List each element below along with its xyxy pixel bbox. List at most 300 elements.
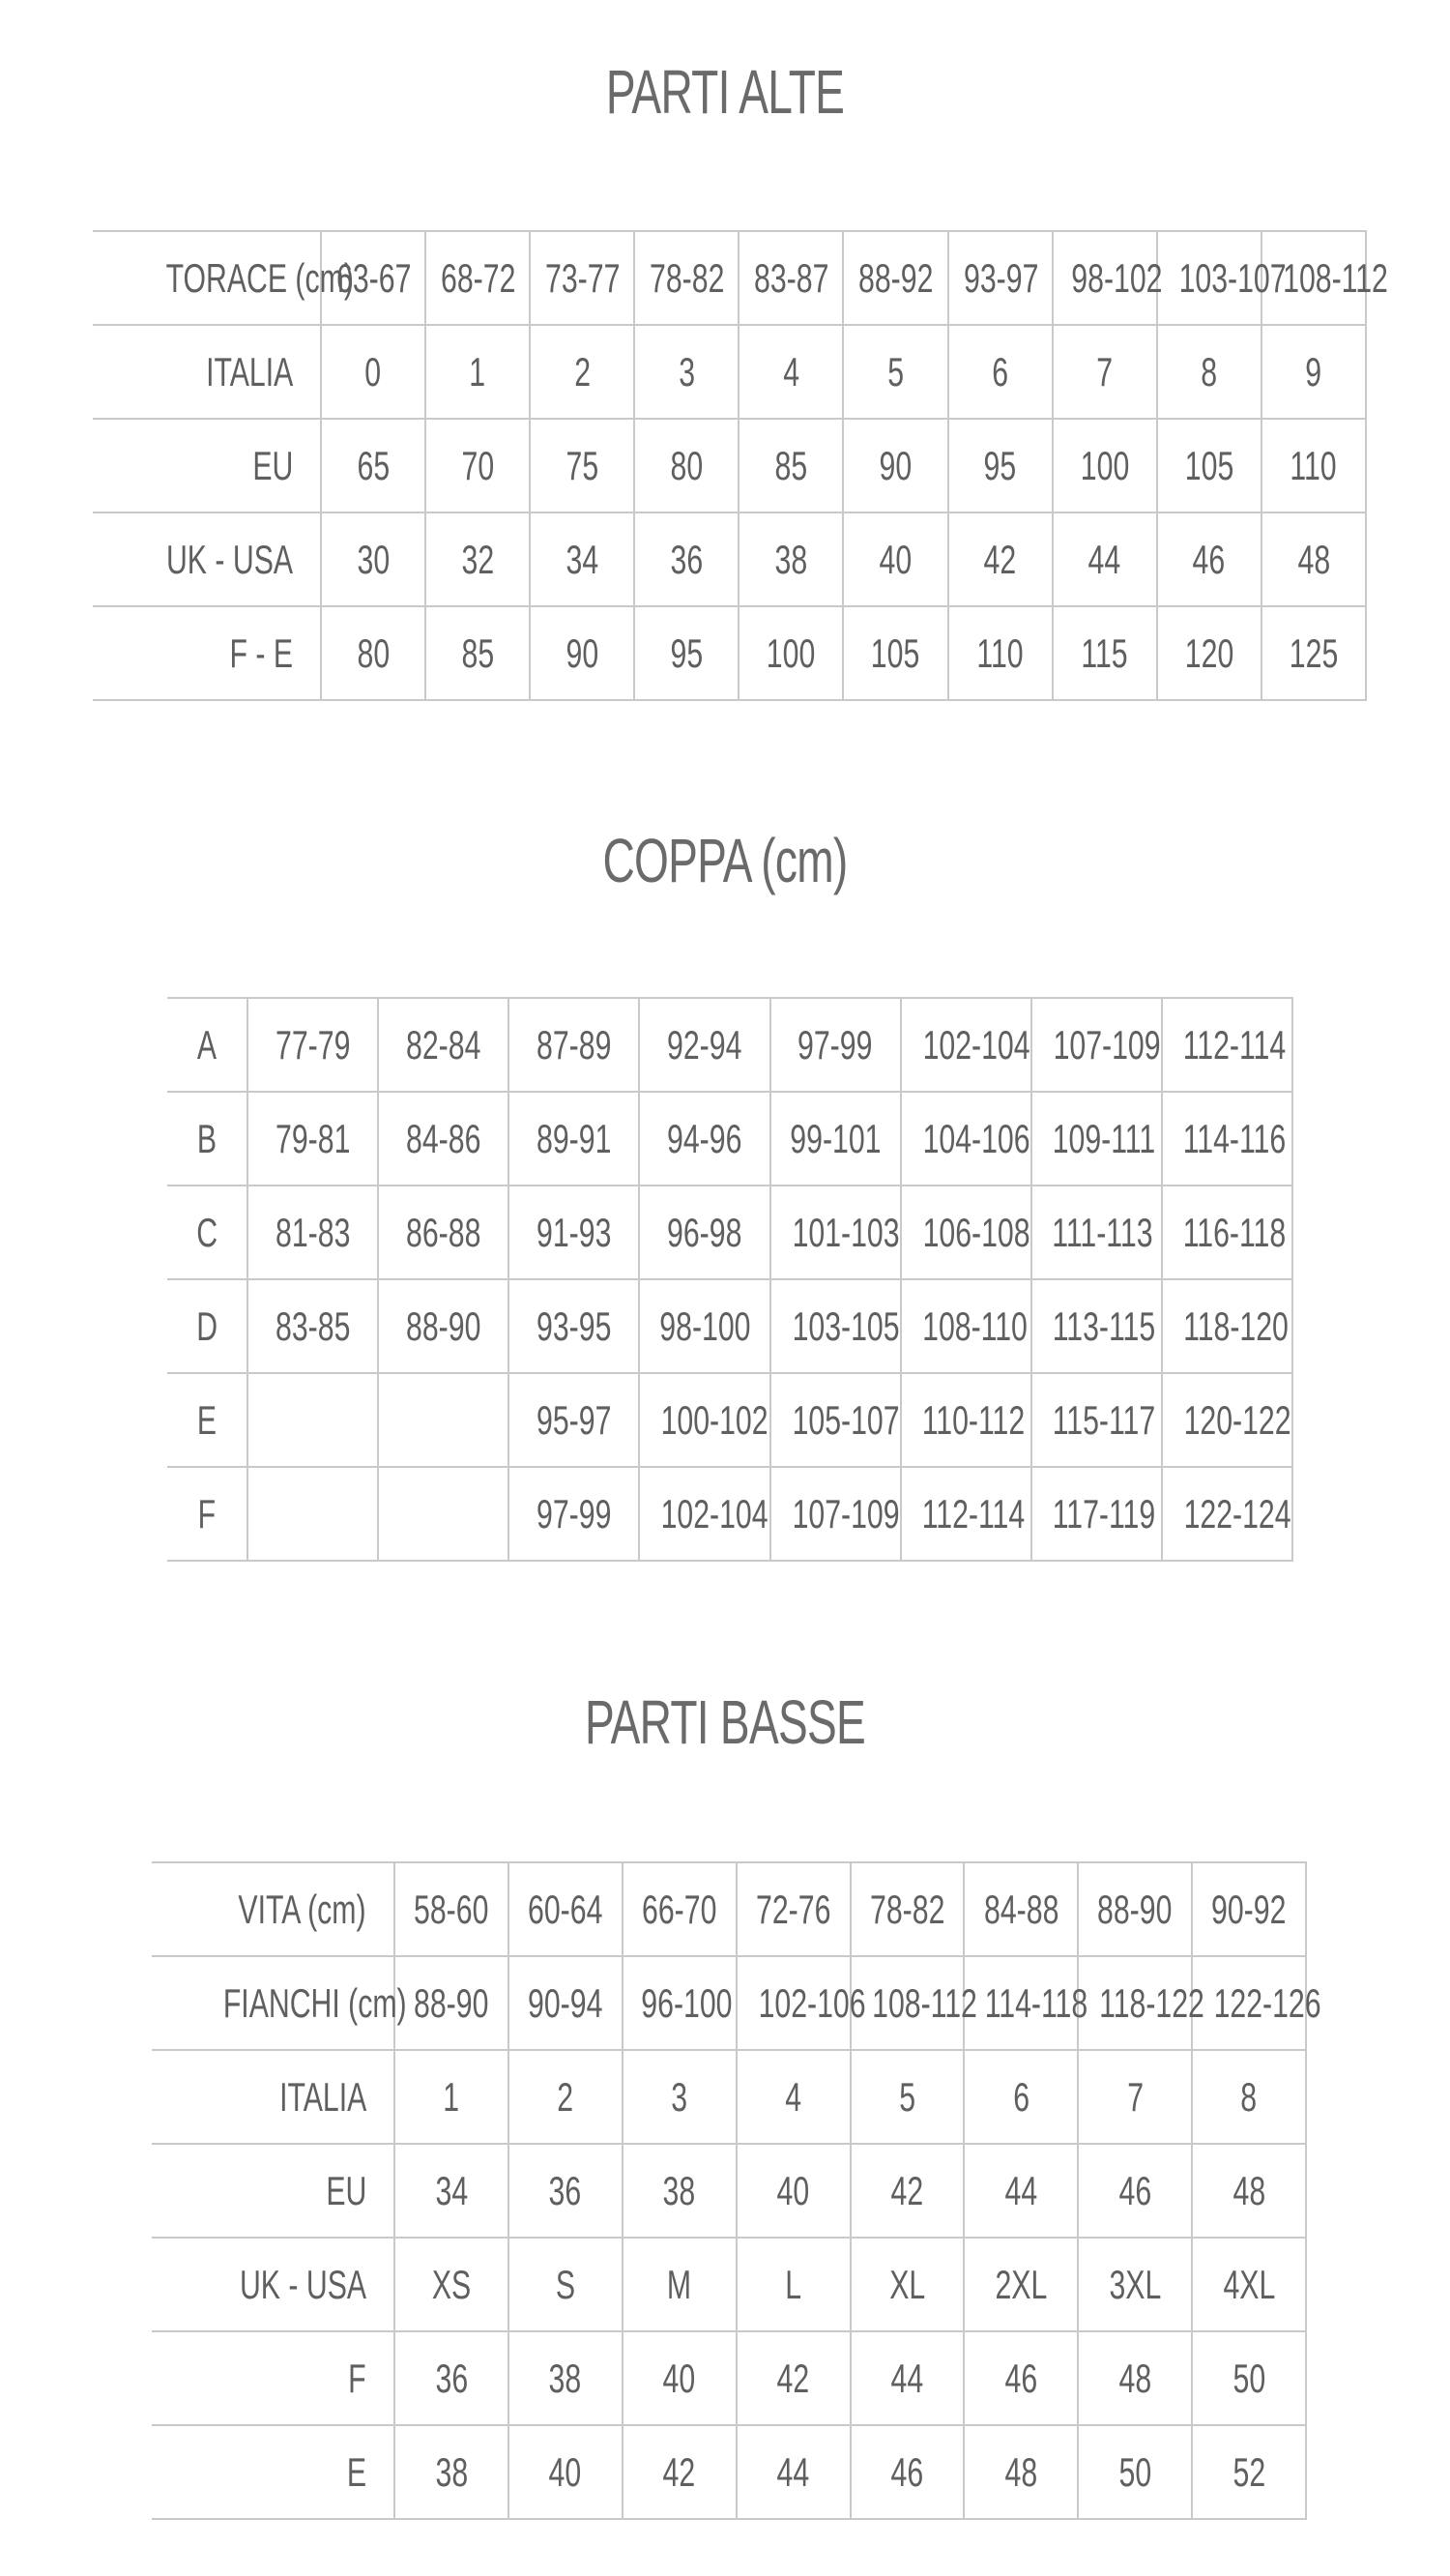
row-header [152, 1862, 394, 1956]
cell-value: 65 [357, 442, 390, 488]
table-cell [394, 2144, 508, 2238]
table-cell [508, 1467, 639, 1561]
table-cell [851, 1956, 977, 2050]
table-cell [843, 512, 947, 606]
table-cell [394, 2425, 508, 2519]
row-header [152, 1956, 407, 2050]
table-cell [394, 1956, 508, 2050]
table-cell [948, 325, 1053, 419]
table-cell [321, 231, 425, 325]
table-cell [247, 1467, 378, 1561]
cell-value: 118-122 [1099, 1979, 1205, 2026]
cell-value: 100-102 [660, 1396, 768, 1443]
table-cell [634, 512, 739, 606]
table-cell [770, 1373, 901, 1467]
table-row [152, 2238, 1306, 2331]
cell-value: 7 [1126, 2073, 1144, 2120]
table-cell [901, 998, 1031, 1092]
cell-value: 30 [357, 536, 390, 582]
table-row [152, 2425, 1306, 2519]
cell-value: 108-110 [921, 1303, 1028, 1349]
table-cell [378, 1373, 508, 1467]
table-cell [1162, 1279, 1292, 1373]
row-header-label: ITALIA [205, 348, 293, 395]
table-cell [1192, 1862, 1306, 1956]
table-cell [1157, 606, 1262, 700]
table-cell [1157, 231, 1287, 325]
row-header [93, 606, 321, 700]
cell-value: 38 [435, 2448, 468, 2495]
table-row [93, 231, 1366, 325]
table-cell [639, 1373, 769, 1467]
table-cell [964, 1956, 1088, 2050]
table-cell [770, 1186, 901, 1279]
table-cell [901, 1092, 1031, 1186]
table-cell [1162, 1092, 1292, 1186]
cell-value: 88-90 [414, 1979, 489, 2026]
table-cell [378, 1279, 508, 1373]
row-header-label: A [196, 1021, 218, 1068]
table-cell [737, 2050, 851, 2144]
table-cell [394, 2331, 508, 2425]
cell-value: 5 [899, 2073, 915, 2120]
cell-value: 112-114 [921, 1490, 1025, 1537]
table-row [152, 1862, 1306, 1956]
cell-value: 6 [1012, 2073, 1030, 2120]
table-cell [948, 606, 1053, 700]
cell-value: 72-76 [755, 1886, 831, 1932]
row-header [152, 2238, 394, 2331]
row-header-label: F [197, 1490, 217, 1537]
cell-value: 117-119 [1052, 1490, 1155, 1537]
cell-value: 111-113 [1052, 1209, 1153, 1255]
table-cell [851, 2050, 965, 2144]
cell-value: 78-82 [869, 1886, 945, 1932]
cell-value: 81-83 [275, 1209, 351, 1255]
cell-value: 44 [1088, 536, 1121, 582]
cell-value: 66-70 [642, 1886, 717, 1932]
cell-value: 102-104 [660, 1490, 768, 1537]
table-cell [530, 606, 634, 700]
table-cell [247, 1373, 378, 1467]
table-row [93, 606, 1366, 700]
cell-value: 75 [566, 442, 599, 488]
table-row [152, 2144, 1306, 2238]
cell-value: 1 [469, 348, 486, 395]
cell-value: 84-88 [983, 1886, 1058, 1932]
table-cell [321, 606, 425, 700]
cell-value: 46 [1118, 2167, 1152, 2213]
table-cell [508, 2144, 623, 2238]
table-cell [1078, 2050, 1192, 2144]
table-cell [634, 325, 739, 419]
cell-value: 40 [662, 2355, 696, 2401]
cell-value: 32 [461, 536, 494, 582]
table-row [167, 1467, 1292, 1561]
table-row [152, 1956, 1306, 2050]
cell-value: 90 [566, 629, 599, 676]
table-cell [901, 1373, 1031, 1467]
table-cell [508, 1186, 639, 1279]
cell-value: 70 [461, 442, 494, 488]
table-row [93, 325, 1366, 419]
parti-basse-title: PARTI BASSE [584, 1687, 866, 1757]
table-cell [851, 2425, 965, 2519]
cell-value: 97-99 [798, 1021, 873, 1068]
table-cell [508, 1373, 639, 1467]
cell-value: 103-107 [1178, 254, 1287, 301]
table-cell [770, 1279, 901, 1373]
cell-value: L [785, 2261, 801, 2307]
cell-value: M [667, 2261, 692, 2307]
cell-value: 83-85 [275, 1303, 351, 1349]
table-cell [737, 1956, 866, 2050]
table-cell [425, 512, 530, 606]
cell-value: S [555, 2261, 575, 2307]
row-header [152, 2425, 394, 2519]
row-header [93, 419, 321, 512]
table-cell [851, 2238, 965, 2331]
table-cell [623, 2144, 737, 2238]
cell-value: 44 [1004, 2167, 1038, 2213]
table-cell [530, 419, 634, 512]
cell-value: 90 [879, 442, 913, 488]
cell-value: 4 [783, 348, 799, 395]
table-cell [508, 1279, 639, 1373]
cell-value: 116-118 [1182, 1209, 1287, 1255]
table-cell [378, 1186, 508, 1279]
table-cell [1031, 1373, 1162, 1467]
table-cell [639, 1279, 769, 1373]
row-header [93, 325, 321, 419]
cell-value: 95 [670, 629, 704, 676]
table-cell [378, 1092, 508, 1186]
table-cell [964, 2331, 1078, 2425]
cell-value: 99-101 [789, 1115, 882, 1161]
cell-value: 48 [1297, 536, 1330, 582]
cell-value: 114-116 [1182, 1115, 1287, 1161]
row-header [167, 998, 247, 1092]
cell-value: 68-72 [441, 254, 516, 301]
cell-value: 103-105 [792, 1303, 900, 1349]
table-cell [1031, 1467, 1162, 1561]
table-cell [321, 419, 425, 512]
cell-value: 63-67 [336, 254, 412, 301]
cell-value: 83-87 [754, 254, 829, 301]
table-cell [508, 2238, 623, 2331]
cell-value: 36 [435, 2355, 468, 2401]
row-header-label: B [196, 1115, 218, 1161]
cell-value: 85 [461, 629, 494, 676]
table-cell [964, 2425, 1078, 2519]
parti-basse-table [152, 1861, 1321, 2520]
cell-value: 92-94 [667, 1021, 742, 1068]
table-cell [1192, 2331, 1306, 2425]
cell-value: 44 [776, 2448, 810, 2495]
table-cell [394, 1862, 508, 1956]
cell-value: 86-88 [406, 1209, 481, 1255]
table-cell [1262, 606, 1366, 700]
table-cell [851, 2331, 965, 2425]
cell-value: 106-108 [922, 1209, 1030, 1255]
cell-value: 110 [976, 629, 1024, 676]
table-cell [1078, 1862, 1192, 1956]
cell-value: 42 [890, 2167, 924, 2213]
cell-value: 100 [1080, 442, 1129, 488]
cell-value: 3 [671, 2073, 688, 2120]
table-cell [964, 1862, 1078, 1956]
table-cell [737, 1862, 851, 1956]
table-row [167, 1373, 1292, 1467]
table-cell [425, 231, 530, 325]
table-cell [1157, 419, 1262, 512]
table-cell [1078, 2238, 1192, 2331]
table-cell [739, 231, 843, 325]
table-cell [634, 606, 739, 700]
cell-value: 118-120 [1183, 1303, 1289, 1349]
parti-alte-title: PARTI ALTE [605, 57, 845, 127]
cell-value: 50 [1118, 2448, 1152, 2495]
cell-value: 50 [1232, 2355, 1265, 2401]
cell-value: 93-97 [963, 254, 1038, 301]
table-cell [1078, 2331, 1192, 2425]
cell-value: 107-109 [1053, 1021, 1161, 1068]
table-row [93, 512, 1366, 606]
table-cell [508, 2425, 623, 2519]
table-cell [1192, 1956, 1321, 2050]
table-cell [508, 1956, 623, 2050]
table-cell [1262, 512, 1366, 606]
table-cell [739, 606, 843, 700]
table-cell [737, 2425, 851, 2519]
table-cell [623, 2425, 737, 2519]
cell-value: 46 [1004, 2355, 1038, 2401]
cell-value: 110 [1290, 442, 1338, 488]
cell-value: 2XL [995, 2261, 1048, 2307]
cell-value: 104-106 [922, 1115, 1030, 1161]
cell-value: 100 [767, 629, 816, 676]
cell-value: 108-112 [1282, 254, 1388, 301]
table-cell [508, 2050, 623, 2144]
table-row [152, 2331, 1306, 2425]
cell-value: 4 [785, 2073, 801, 2120]
row-header-label: VITA (cm) [238, 1886, 366, 1932]
cell-value: 2 [557, 2073, 574, 2120]
row-header [93, 231, 354, 325]
table-row [167, 1092, 1292, 1186]
cell-value: 4XL [1223, 2261, 1275, 2307]
cell-value: 36 [670, 536, 704, 582]
table-cell [948, 231, 1053, 325]
cell-value: 91-93 [536, 1209, 612, 1255]
row-header-label: E [346, 2448, 366, 2495]
cell-value: 80 [357, 629, 390, 676]
cell-value: 7 [1096, 348, 1114, 395]
cell-value: 122-126 [1213, 1979, 1321, 2026]
row-header [167, 1373, 247, 1467]
table-cell [1031, 998, 1162, 1092]
table-cell [639, 1467, 769, 1561]
table-cell [948, 512, 1053, 606]
cell-value: 60-64 [528, 1886, 603, 1932]
cell-value: XL [888, 2261, 925, 2307]
cell-value: 101-103 [792, 1209, 900, 1255]
cell-value: 40 [879, 536, 913, 582]
table-cell [737, 2238, 851, 2331]
row-header [167, 1186, 247, 1279]
table-cell [321, 512, 425, 606]
cell-value: 82-84 [406, 1021, 481, 1068]
cell-value: 38 [548, 2355, 582, 2401]
cell-value: 93-95 [536, 1303, 612, 1349]
table-row [93, 419, 1366, 512]
table-cell [843, 231, 947, 325]
table-cell [1053, 325, 1157, 419]
table-cell [1031, 1279, 1162, 1373]
cell-value: 107-109 [792, 1490, 900, 1537]
table-cell [623, 2238, 737, 2331]
cell-value: 40 [776, 2167, 810, 2213]
cell-value: 9 [1305, 348, 1322, 395]
cell-value: 42 [776, 2355, 810, 2401]
table-cell [1192, 2238, 1306, 2331]
table-cell [901, 1279, 1031, 1373]
cell-value: 73-77 [545, 254, 621, 301]
row-header-label: E [196, 1396, 218, 1443]
cell-value: 8 [1240, 2073, 1258, 2120]
table-cell [1192, 2050, 1306, 2144]
table-cell [639, 998, 769, 1092]
cell-value: 48 [1118, 2355, 1152, 2401]
table-cell [1053, 606, 1157, 700]
cell-value: 120-122 [1183, 1396, 1291, 1443]
cell-value: 52 [1232, 2448, 1265, 2495]
row-header-label: FIANCHI (cm) [222, 1979, 407, 2026]
cell-value: 88-90 [406, 1303, 481, 1349]
table-cell [639, 1092, 769, 1186]
table-cell [634, 231, 739, 325]
table-cell [851, 2144, 965, 2238]
cell-value: 89-91 [536, 1115, 612, 1161]
cell-value: 8 [1201, 348, 1218, 395]
row-header-label: C [196, 1209, 218, 1255]
table-cell [508, 2331, 623, 2425]
cell-value: 85 [774, 442, 808, 488]
table-cell [739, 512, 843, 606]
cell-value: 34 [566, 536, 599, 582]
row-header-label: F [348, 2355, 366, 2401]
table-cell [530, 512, 634, 606]
table-cell [623, 2331, 737, 2425]
cell-value: 38 [774, 536, 808, 582]
cell-value: 3XL [1109, 2261, 1162, 2307]
table-cell [1262, 419, 1366, 512]
table-cell [623, 1862, 737, 1956]
table-cell [1262, 325, 1366, 419]
table-cell [964, 2050, 1078, 2144]
table-cell [1053, 512, 1157, 606]
row-header [152, 2050, 394, 2144]
cell-value: 97-99 [536, 1490, 612, 1537]
table-cell [247, 1092, 378, 1186]
row-header [167, 1467, 247, 1561]
cell-value: 80 [670, 442, 704, 488]
table-cell [425, 419, 530, 512]
cell-value: 87-89 [536, 1021, 612, 1068]
table-cell [378, 1467, 508, 1561]
table-cell [964, 2144, 1078, 2238]
cell-value: 113-115 [1052, 1303, 1155, 1349]
table-cell [1078, 1956, 1205, 2050]
table-cell [247, 998, 378, 1092]
row-header [167, 1092, 247, 1186]
cell-value: 1 [443, 2073, 460, 2120]
cell-value: 88-90 [1097, 1886, 1173, 1932]
table-cell [737, 2144, 851, 2238]
cell-value: 105 [1184, 442, 1234, 488]
table-cell [623, 1956, 737, 2050]
cell-value: 42 [983, 536, 1017, 582]
cell-value: 102-106 [758, 1979, 866, 2026]
cell-value: 95-97 [536, 1396, 612, 1443]
table-cell [425, 325, 530, 419]
table-cell [530, 325, 634, 419]
cell-value: 36 [548, 2167, 582, 2213]
table-cell [1162, 998, 1292, 1092]
table-cell [1192, 2144, 1306, 2238]
cell-value: 105 [871, 629, 920, 676]
table-row [167, 1186, 1292, 1279]
cell-value: 109-111 [1052, 1115, 1155, 1161]
row-header-label: EU [251, 442, 293, 488]
table-cell [1157, 512, 1262, 606]
table-cell [639, 1186, 769, 1279]
row-header-label: F - E [229, 629, 293, 676]
cell-value: 5 [887, 348, 904, 395]
row-header-label: EU [325, 2167, 366, 2213]
table-cell [623, 2050, 737, 2144]
cell-value: 88-92 [858, 254, 934, 301]
table-cell [1162, 1373, 1292, 1467]
cell-value: 96-100 [641, 1979, 733, 2026]
row-header [152, 2144, 394, 2238]
table-cell [843, 606, 947, 700]
row-header [152, 2331, 394, 2425]
row-header-label: TORACE (cm) [165, 254, 354, 301]
cell-value: 102-104 [922, 1021, 1030, 1068]
table-cell [394, 2238, 508, 2331]
cell-value: 98-100 [658, 1303, 751, 1349]
cell-value: 114-118 [985, 1979, 1088, 2026]
table-cell [1192, 2425, 1306, 2519]
table-cell [247, 1186, 378, 1279]
cell-value: 2 [573, 348, 591, 395]
table-cell [770, 998, 901, 1092]
table-cell [321, 325, 425, 419]
cell-value: 98-102 [1070, 254, 1163, 301]
cell-value: 112-114 [1182, 1021, 1287, 1068]
cell-value: 46 [890, 2448, 924, 2495]
table-cell [843, 325, 947, 419]
table-cell [1162, 1467, 1292, 1561]
cell-value: 48 [1232, 2167, 1265, 2213]
cell-value: 78-82 [650, 254, 725, 301]
table-cell [1053, 231, 1163, 325]
cell-value: 115-117 [1052, 1396, 1155, 1443]
row-header-label: D [196, 1303, 218, 1349]
table-cell [770, 1092, 901, 1186]
table-cell [843, 419, 947, 512]
